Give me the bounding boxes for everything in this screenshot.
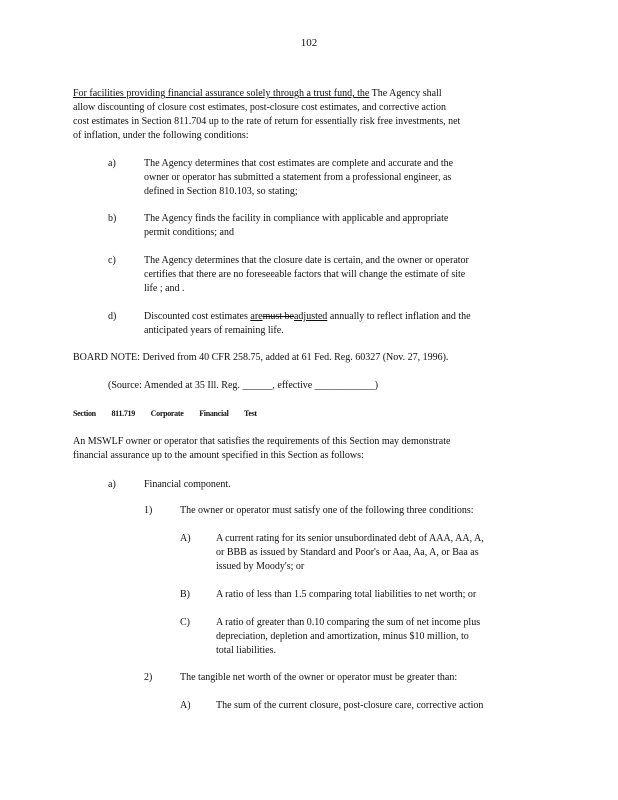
intro-line-3: cost estimates in Section 811.704 up to the rate of return for essentially risk free investments, net — [73, 116, 461, 127]
condition-label: d) — [108, 311, 117, 322]
option-line: A ratio of greater than 0.10 comparing the sum of net income plus — [216, 617, 481, 628]
section-intro-line-2: financial assurance up to the amount specified in this Section as follows: — [73, 450, 364, 461]
condition-d-before: Discounted cost estimates — [144, 311, 251, 322]
condition-label: c) — [108, 255, 116, 266]
component-label: a) — [108, 479, 116, 490]
intro-line-4: of inflation, under the following conditions: — [73, 130, 249, 141]
option-line: total liabilities. — [216, 645, 276, 656]
criterion-label: 1) — [144, 505, 153, 516]
option-line: depreciation, depletion and amortization, minus $10 million, to — [216, 631, 469, 642]
board-note-text: BOARD NOTE: Derived from 40 CFR 258.75, added at 61 Fed. Reg. 60327 (Nov. 27, 1996). — [73, 352, 449, 363]
condition-label: a) — [108, 158, 116, 169]
condition-line: anticipated years of remaining life. — [144, 325, 284, 336]
option-line: A current rating for its senior unsubordinated debt of AAA, AA, A, — [216, 533, 484, 544]
condition-line: The Agency finds the facility in compliance with applicable and appropriate — [144, 213, 449, 224]
condition-text — [144, 212, 542, 240]
option-label: C) — [180, 617, 190, 628]
intro-paragraph — [73, 87, 541, 143]
page-number: 102 — [300, 37, 318, 49]
condition-text — [144, 310, 542, 338]
source-note — [108, 379, 378, 393]
option-label: B) — [180, 589, 190, 600]
criterion-text: The tangible net worth of the owner or operator must be greater than: — [180, 672, 458, 683]
section-intro — [73, 435, 541, 463]
intro-underlined-text: For facilities providing financial assurance solely through a trust fund, the — [73, 88, 370, 99]
source-note-text: (Source: Amended at 35 Ill. Reg. ______, effective ____________) — [108, 380, 379, 391]
condition-line: defined in Section 810.103, so stating; — [144, 186, 298, 197]
section-intro-line-1: An MSWLF owner or operator that satisfies the requirements of this Section may demonstrate — [73, 436, 451, 447]
option-label: A) — [180, 533, 191, 544]
condition-text — [144, 157, 542, 199]
condition-line: life ; and . — [144, 283, 185, 294]
criterion-label: 2) — [144, 672, 153, 683]
option-line: A ratio of less than 1.5 comparing total liabilities to net worth; or — [216, 589, 477, 600]
inserted-text: adjusted — [293, 311, 328, 322]
intro-line-1-rest: The Agency shall — [369, 88, 442, 99]
option-line: or BBB as issued by Standard and Poor's or Aaa, Aa, A, or Baa as — [216, 547, 479, 558]
condition-label: b) — [108, 213, 117, 224]
option-text — [216, 532, 542, 574]
option-text — [216, 588, 542, 602]
option-line: The sum of the current closure, post-closure care, corrective action — [216, 700, 484, 711]
intro-line-2: allow discounting of closure cost estimates, post-closure cost estimates, and corrective action — [73, 102, 446, 113]
condition-line: The Agency determines that cost estimates are complete and accurate and the — [144, 158, 454, 169]
condition-line: permit conditions; and — [144, 227, 234, 238]
condition-line: certifies that there are no foreseeable factors that will change the estimate of site — [144, 269, 466, 280]
condition-line: The Agency determines that the closure date is certain, and the owner or operator — [144, 255, 469, 266]
intro-line-1 — [73, 87, 541, 101]
section-heading: Section 811.719 Corporate Financial Test — [73, 409, 257, 418]
option-label: A) — [180, 700, 191, 711]
condition-line: owner or operator has submitted a statement from a professional engineer, as — [144, 172, 452, 183]
option-text — [216, 616, 542, 658]
criterion-text: The owner or operator must satisfy one of the following three conditions: — [180, 505, 474, 516]
inserted-text: are — [250, 311, 263, 322]
deleted-text: must be — [262, 311, 294, 322]
option-line: issued by Moody's; or — [216, 561, 305, 572]
condition-d-after: annually to reflect inflation and the — [327, 311, 471, 322]
condition-text — [144, 254, 542, 296]
option-text — [216, 699, 542, 713]
condition-line — [144, 310, 542, 324]
component-text: Financial component. — [144, 479, 231, 490]
board-note — [73, 351, 541, 365]
